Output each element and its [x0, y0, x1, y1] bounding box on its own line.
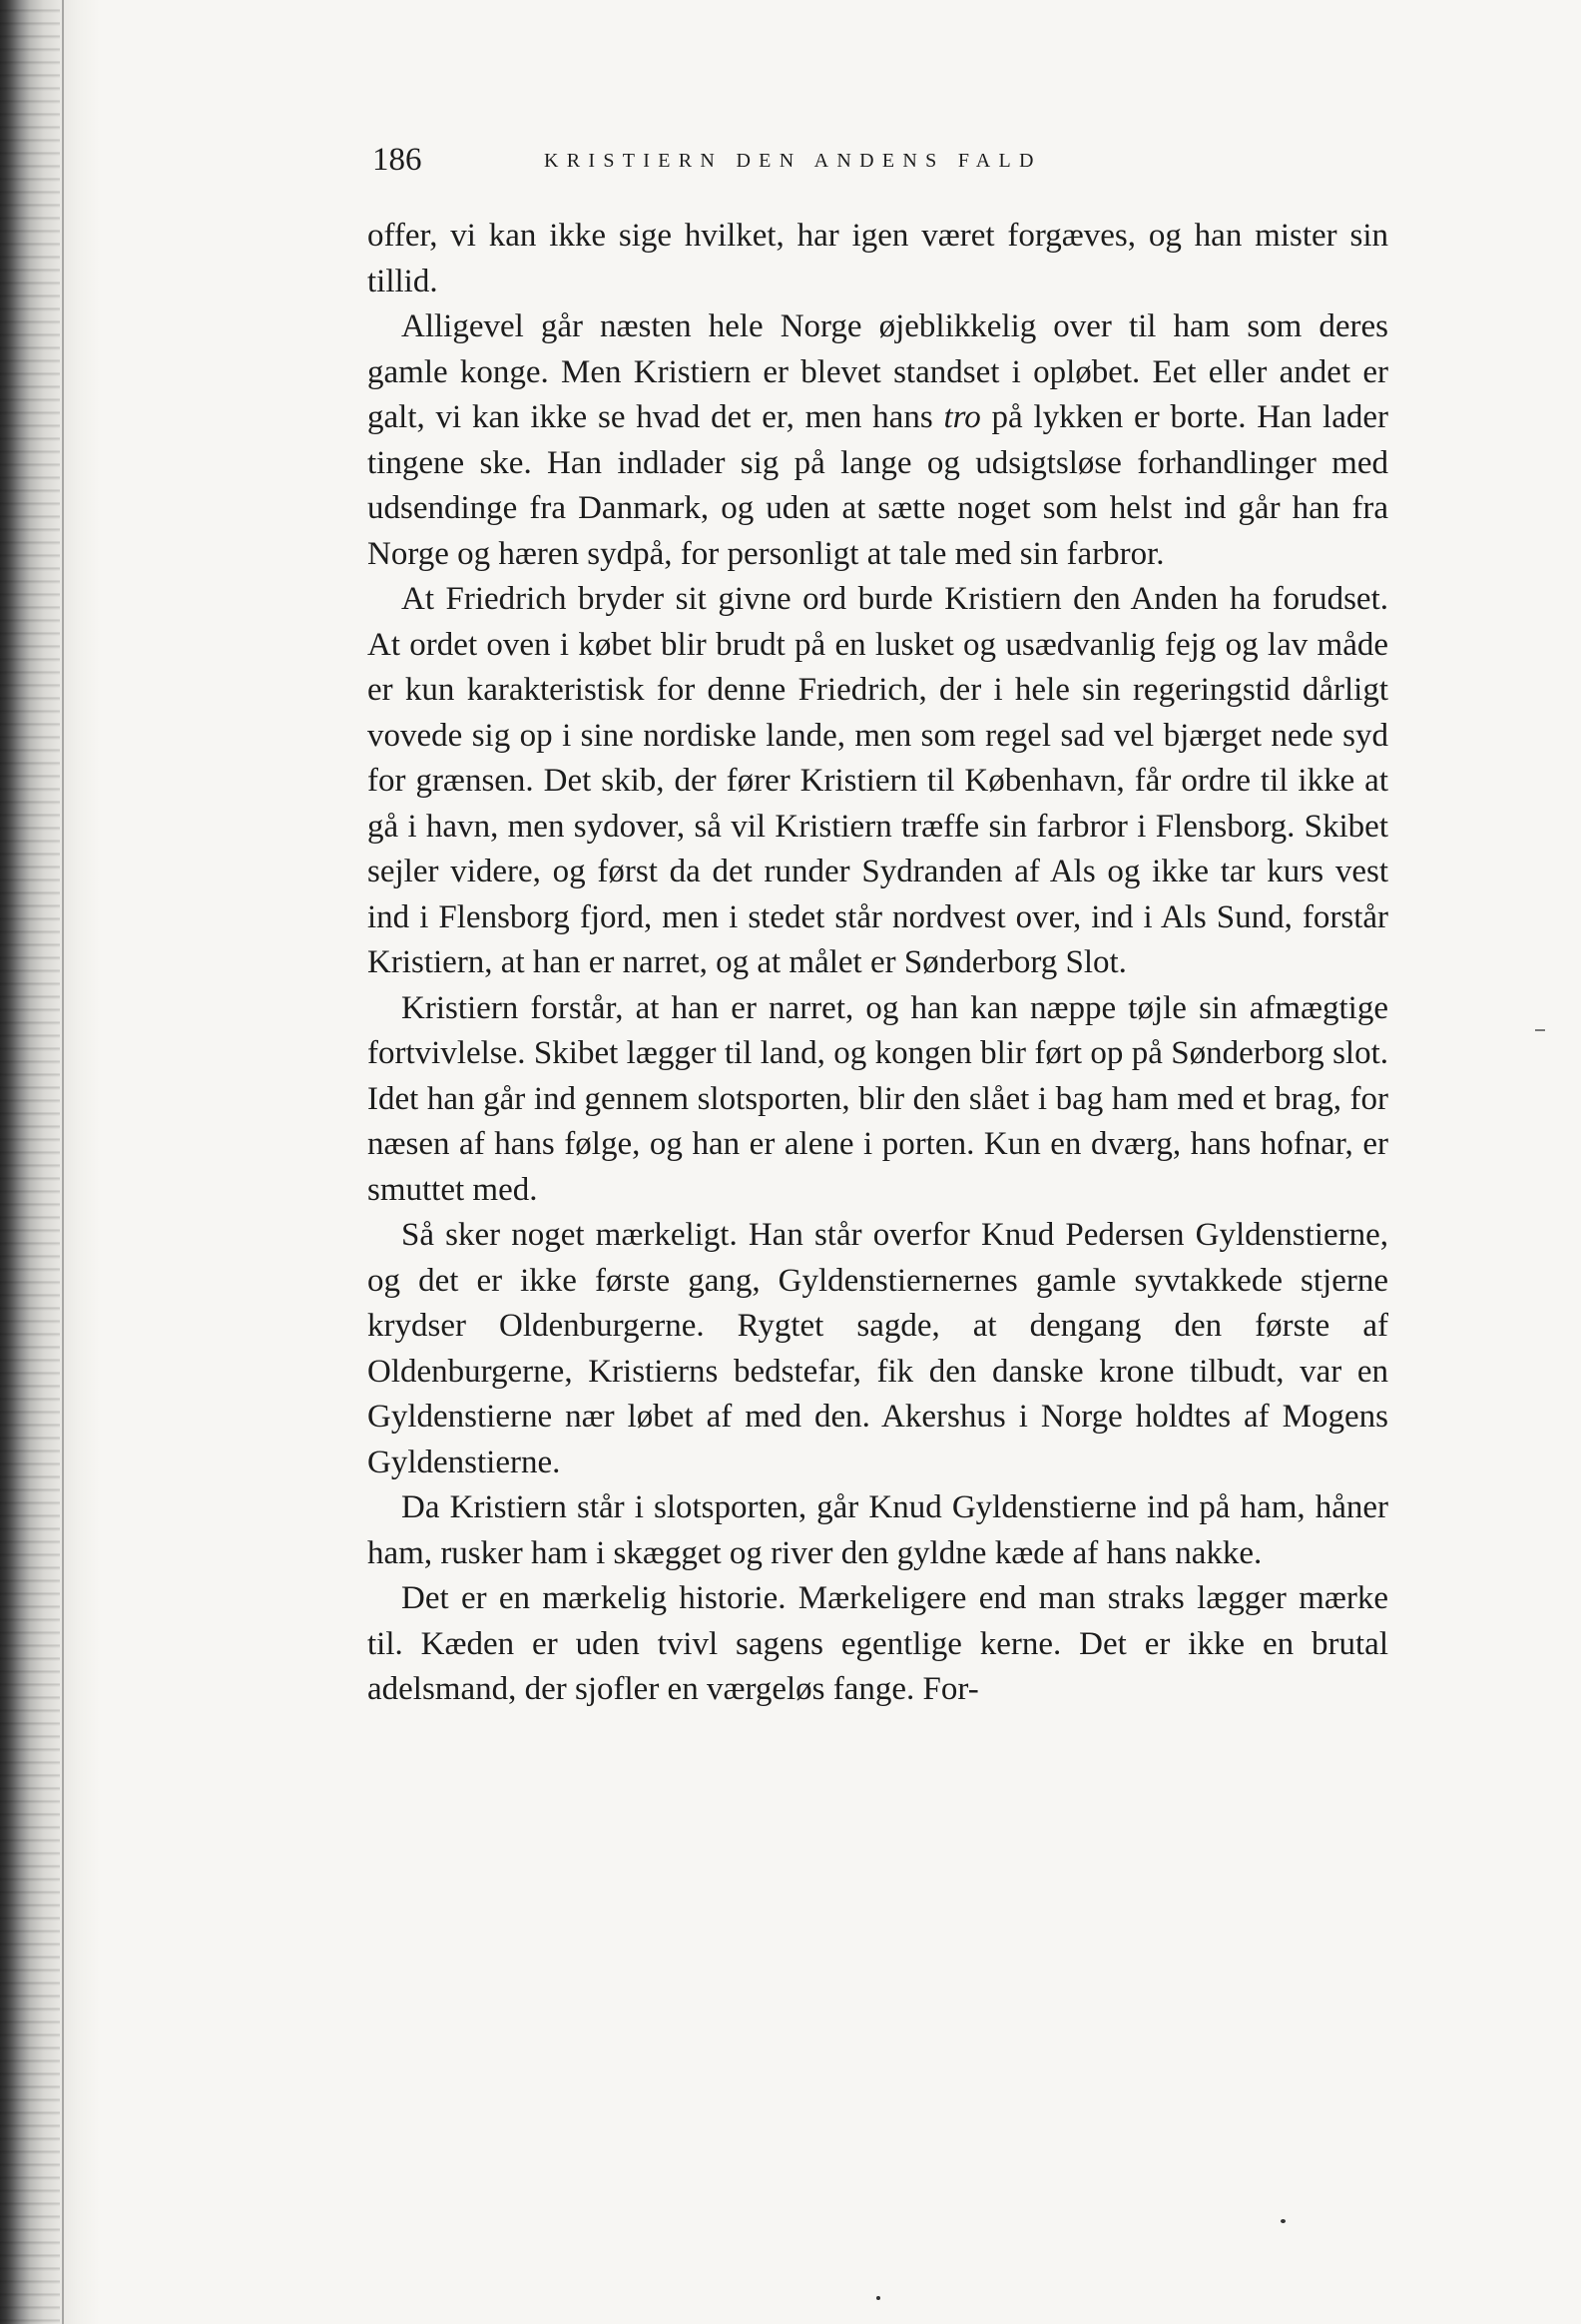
paragraph-text: Da Kristiern står i slotsporten, går Knud Gyldenstierne ind på ham, håner ham, rusker ham i skægget og river den gyldne kæde af hans nakke.	[367, 1489, 1388, 1571]
page-header	[372, 140, 1390, 180]
paragraph-1	[367, 214, 1388, 304]
paper-speck	[1281, 2219, 1286, 2223]
paragraph-text: Så sker noget mærkeligt. Han står overfor Knud Pedersen Gyldenstierne, og det er ikke første gang, Gyldenstiernernes gamle syvtakkede stjerne krydser Oldenburgerne. Rygtet sagde, at dengang den første af Oldenburgerne, Kristierns bedstefar, fik den danske krone tilbudt, var en Gyldenstierne nær løbet af med den. Akershus i Norge holdtes af Mogens Gyldenstierne.	[367, 1217, 1388, 1480]
emphasis-word: tro	[943, 399, 981, 435]
paragraph-2	[367, 304, 1388, 577]
margin-mark	[1535, 1029, 1545, 1031]
paragraph-text: Kristiern forstår, at han er narret, og han kan næppe tøjle sin afmægtige fortvivlelse. Skibet lægger til land, og kongen blir ført op på Sønderborg slot. Idet han går ind gennem slotsporten, blir den slået i bag ham med et brag, for næsen af hans følge, og han er alene i porten. Kun en dværg, hans hofnar, er smuttet med.	[367, 989, 1388, 1208]
paper-speck	[876, 2296, 880, 2300]
paragraph-text: Det er en mærkelig historie. Mærkeligere end man straks lægger mærke til. Kæden er uden tvivl sagens egentlige kerne. Det er ikke en brutal adelsmand, der sjofler en værgeløs fange. For-	[367, 1580, 1388, 1707]
paragraph-3	[367, 577, 1388, 986]
page-number: 186	[372, 142, 422, 178]
binding-texture	[0, 0, 60, 2324]
text-body	[367, 214, 1388, 1713]
paragraph-text: offer, vi kan ikke sige hvilket, har igen været forgæves, og han mister sin tillid.	[367, 218, 1388, 299]
paragraph-4	[367, 986, 1388, 1214]
paragraph-6	[367, 1485, 1388, 1576]
paragraph-text: At Friedrich bryder sit givne ord burde Kristiern den Anden ha forudset. At ordet oven i købet blir brudt på en lusket og usædvanlig fejg og lav måde er kun karakteristisk for denne Friedrich, der i hele sin regeringstid dårligt vovede sig op i sine nordiske lande, men som regel sad vel bjærget nede syd for grænsen. Det skib, der fører Kristiern til København, får ordre til ikke at gå i havn, men sydover, så vil Kristiern træffe sin farbror i Flensborg. Skibet sejler videre, og først da det runder Sydranden af Als og ikke tar kurs vest ind i Flensborg fjord, men i stedet står nordvest over, ind i Als Sund, forstår Kristiern, at han er narret, og at målet er Sønderborg Slot.	[367, 581, 1388, 980]
running-head: KRISTIERN DEN ANDENS FALD	[544, 150, 1042, 172]
paragraph-text-after: på lykken er borte. Han lader tingene ske. Han indlader sig på lange og udsigtsløse forhandlinger med udsendinge fra Danmark, og uden at sætte noget som helst ind går han fra Norge og hæren sydpå, for personligt at tale med sin farbror.	[367, 399, 1388, 572]
page-edge	[62, 0, 64, 2324]
paragraph-7	[367, 1576, 1388, 1713]
paragraph-text-before: Alligevel går næsten hele Norge øjeblikkelig over til ham som deres gamle konge. Men Kristiern er blevet standset i opløbet. Eet eller andet er galt, vi kan ikke se hvad det er, men hans	[367, 308, 1388, 435]
paragraph-5	[367, 1213, 1388, 1485]
